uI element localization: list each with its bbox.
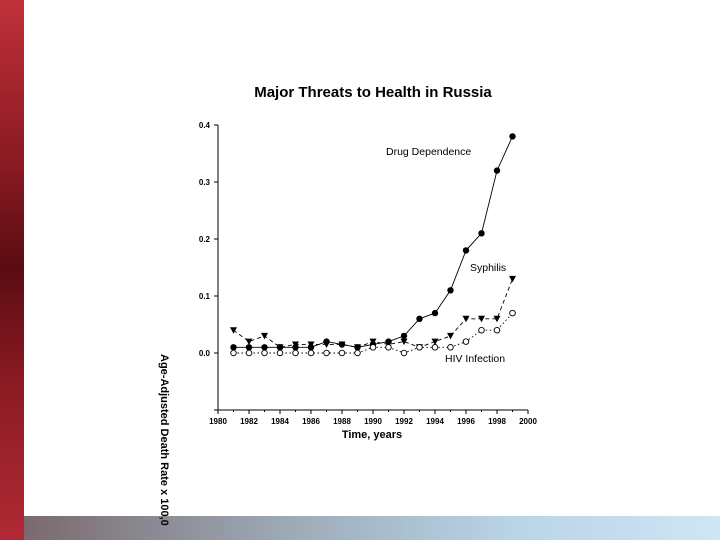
x-tick-label: 1988 <box>333 417 351 426</box>
series-label: Drug Dependence <box>386 146 472 158</box>
data-point <box>479 327 485 333</box>
y-tick-label: 0.3 <box>198 178 210 187</box>
data-point <box>510 310 516 316</box>
x-tick-label: 1984 <box>271 417 289 426</box>
data-point <box>432 345 438 351</box>
x-tick-label: 2000 <box>519 417 537 426</box>
data-point <box>463 339 469 345</box>
series-lines <box>234 136 513 353</box>
data-point <box>447 333 454 340</box>
data-point <box>463 316 470 323</box>
data-point <box>509 276 516 283</box>
series-label: Syphilis <box>470 262 507 274</box>
data-point <box>246 339 253 346</box>
data-point <box>416 316 422 322</box>
data-point <box>355 350 361 356</box>
y-tick-label: 0.4 <box>198 121 210 130</box>
data-point <box>293 350 299 356</box>
data-point <box>478 230 484 236</box>
data-point <box>432 310 438 316</box>
series-markers <box>230 133 516 356</box>
data-point <box>230 327 237 334</box>
data-point <box>246 350 252 356</box>
data-point <box>448 345 454 351</box>
data-point <box>417 345 423 351</box>
y-tick-label: 0.1 <box>198 292 210 301</box>
x-tick-label: 1982 <box>240 417 258 426</box>
data-point <box>401 333 407 339</box>
data-point <box>324 350 330 356</box>
y-axis-label: Age-Adjusted Death Rate x 100,0 <box>158 354 170 526</box>
data-point <box>277 350 283 356</box>
data-point <box>401 350 407 356</box>
data-point <box>230 344 236 350</box>
x-axis-label: Time, years <box>341 429 403 441</box>
data-point <box>447 287 453 293</box>
data-point <box>262 350 268 356</box>
data-point <box>494 327 500 333</box>
x-tick-label: 1998 <box>488 417 506 426</box>
data-point <box>339 350 345 356</box>
x-tick-label: 1980 <box>209 417 227 426</box>
data-point <box>494 167 500 173</box>
data-point <box>386 345 392 351</box>
x-tick-label: 1996 <box>457 417 475 426</box>
y-tick-label: 0.2 <box>198 235 210 244</box>
data-point <box>509 133 515 139</box>
series-labels <box>386 146 506 365</box>
data-point <box>370 345 376 351</box>
data-point <box>463 247 469 253</box>
data-point <box>231 350 237 356</box>
data-point <box>261 333 268 340</box>
chart-title: Major Threats to Health in Russia <box>254 84 492 101</box>
series-label: HIV Infection <box>445 353 506 365</box>
data-point <box>308 350 314 356</box>
x-tick-label: 1986 <box>302 417 320 426</box>
x-tick-label: 1992 <box>395 417 413 426</box>
x-tick-label: 1990 <box>364 417 382 426</box>
data-point <box>261 344 267 350</box>
series-line-0 <box>234 136 513 347</box>
x-tick-label: 1994 <box>426 417 444 426</box>
y-tick-label: 0.0 <box>198 349 210 358</box>
series-line-1 <box>234 279 513 347</box>
